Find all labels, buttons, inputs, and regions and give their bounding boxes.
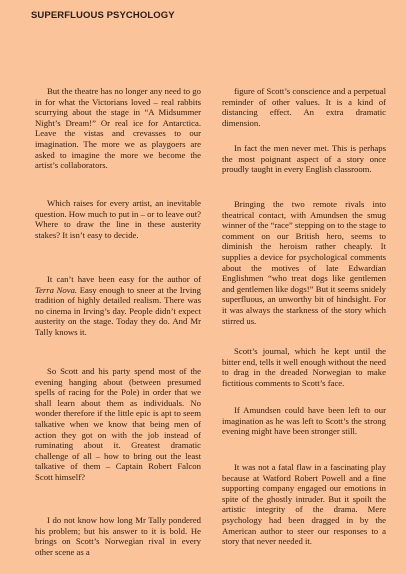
right-paragraph-5 [222, 405, 386, 437]
text-run: If Amundsen could have been left to our imagination as he was left to Scott’s the strong evening might have been stronger still. [222, 405, 386, 437]
right-paragraph-4 [222, 346, 386, 388]
left-paragraph-4 [35, 366, 201, 483]
left-paragraph-2 [35, 198, 201, 240]
text-run: It can’t have been easy for the author of [47, 274, 201, 284]
italic-title: Terra Nova. [35, 284, 78, 295]
text-run: Easy enough to sneer at the Irving tradition of highly detailed realism. There was no cinema in Irving’s day. People didn’t expect austerity on the stage. Today they do. And Mr Tally knows it. [35, 284, 201, 337]
right-paragraph-3 [222, 199, 386, 326]
text-run: Which raises for every artist, an inevitable question. How much to put in – or to leave out? Where to draw the line in these austerity stakes? It isn’t easy to decide. [35, 198, 201, 240]
page-heading: SUPERFLUOUS PSYCHOLOGY [31, 10, 175, 21]
text-run: But the theatre has no longer any need to go in for what the Victorians loved – real rabbits scurrying about the stage in “A Midsummer Night’s Dream!” Or real ice for Antarctica. Leave the vistas and crevasses to our imagination. The more we as playgoers are asked to imagine the more we become the artist’s collaborators. [35, 86, 201, 171]
text-run: Scott’s journal, which he kept until the bitter end, tells it well enough without the need to drag in the dreaded Norwegian to make fictitious comments to Scott’s face. [222, 346, 386, 388]
text-run: It was not a fatal flaw in a fascinating play because at Watford Robert Powell and a fine supporting company engaged our emotions in spite of the ghostly intruder. But it spoilt the artistic integrity of the drama. Mere psychology had been dragged in by the American author to steer our responses to a story that never needed it. [222, 462, 386, 547]
right-paragraph-2 [222, 143, 386, 175]
left-paragraph-5 [35, 515, 201, 557]
text-run: I do not know how long Mr Tally pondered his problem; but his answer to it is bold. He brings on Scott’s Norwegian rival in every other scene as a [35, 515, 201, 557]
text-run: So Scott and his party spend most of the evening hanging about (between presumed spells of racing for the Pole) in order that we shall learn about them as individuals. No wonder therefore if the little epic is apt to seem talkative when we know that being men of action they got on with the job instead of ruminating about it. Greatest dramatic challenge of all – how to bring out the least talkative of them – Captain Robert Falcon Scott himself? [35, 366, 201, 482]
text-run: In fact the men never met. This is perhaps the most poignant aspect of a story once proudly taught in every English classroom. [222, 143, 386, 175]
right-paragraph-6 [222, 462, 386, 547]
left-paragraph-1 [35, 86, 201, 171]
text-run: figure of Scott’s conscience and a perpetual reminder of other values. It is a kind of distancing effect. An extra dramatic dimension. [222, 86, 386, 128]
text-run: Bringing the two remote rivals into theatrical contact, with Amundsen the smug winner of the “race” stepping on to the stage to comment on our British hero, seems to diminish the heroism rather cheaply. It supplies a device for psychological comments about the motives of late Edwardian Englishmen “who treat dogs like gentlemen and gentlemen like dogs!” But it seems snidely superfluous, an unworthy bit of hindsight. For it was always the starkness of the story which stirred us. [222, 199, 386, 326]
right-paragraph-1 [222, 86, 386, 128]
left-paragraph-3 [35, 274, 201, 338]
